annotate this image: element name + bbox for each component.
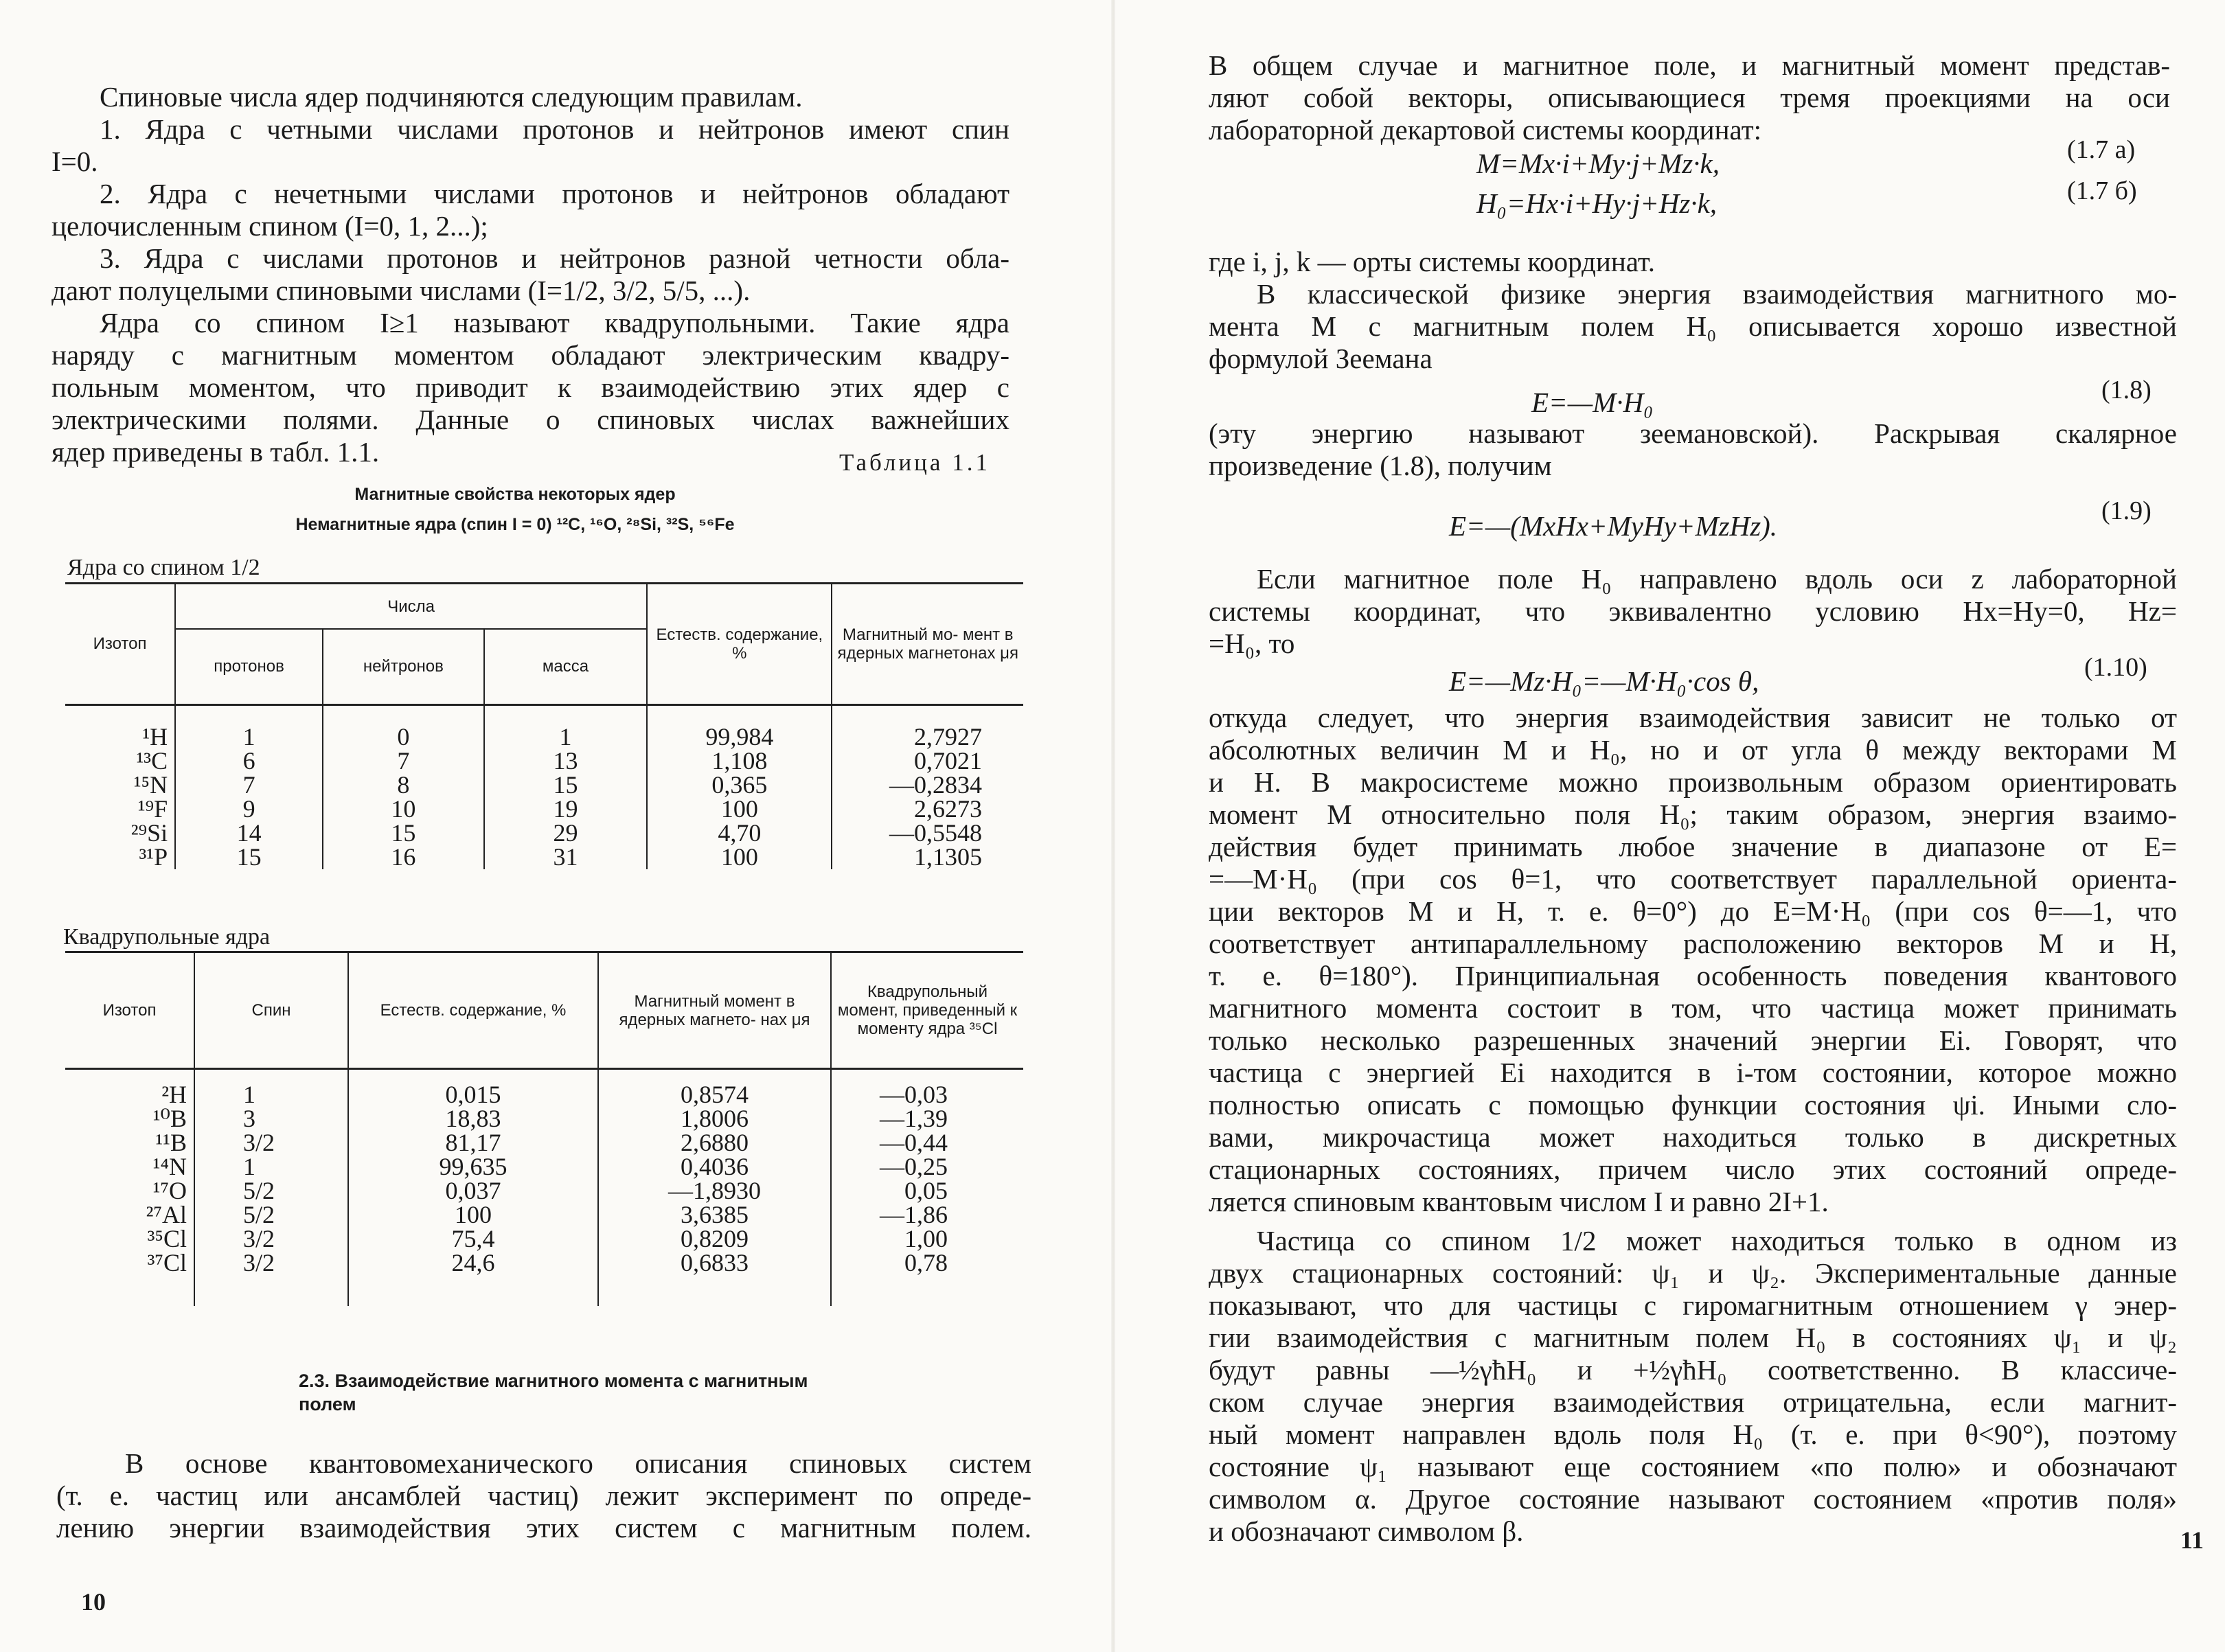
text-line: В основе квантовомеханического описания спиновых систем: [125, 1447, 1031, 1479]
text-line: В классической физике энергия взаимодействия магнитного мо-: [1257, 278, 2177, 310]
text-line: двух стационарных состояний: ψ₁ и ψ₂. Экспериментальные данные: [1209, 1257, 2177, 1289]
abundance-cell: 0,365: [647, 773, 832, 797]
abundance-cell: 4,70: [647, 821, 832, 845]
spin-cell: 1: [194, 1083, 348, 1107]
text-line: наряду с магнитным моментом обладают электрическим квадру-: [52, 339, 1009, 371]
isotope-cell: ³⁷Cl: [65, 1251, 194, 1275]
protons-cell: 14: [175, 821, 323, 845]
z-axis-paragraph: [1209, 563, 2177, 660]
isotope-cell: ³⁵Cl: [65, 1227, 194, 1251]
isotope-cell: ²⁷Al: [65, 1203, 194, 1227]
quadrupole-cell: —0,03: [880, 1080, 948, 1108]
text-line: будут равны —½γħH₀ и +½γħH₀ соответственно. В классиче-: [1209, 1354, 2177, 1386]
equation-1-10: E=—Mz·H₀=—M·H₀·cos θ,: [1449, 665, 1759, 697]
col-mass: масса: [484, 629, 648, 704]
isotope-cell: ¹⁴N: [65, 1155, 194, 1179]
abundance-cell: 75,4: [348, 1227, 598, 1251]
table-row: [65, 1227, 1023, 1251]
neutrons-cell: 7: [323, 749, 484, 773]
text-line: действия будет принимать любое значение в диапазоне от E=: [1209, 831, 2177, 862]
equation-number: (1.7 б): [2067, 176, 2137, 205]
neutrons-cell: 15: [323, 821, 484, 845]
table-row: [65, 1131, 1023, 1155]
spin-cell: 5/2: [194, 1203, 348, 1227]
table-label: Таблица 1.1: [839, 449, 990, 476]
text-line: ском случае энергия взаимодействия отрицательна, если магнит-: [1209, 1386, 2177, 1418]
col-spin: Спин: [194, 952, 348, 1069]
quadrupole-table: [65, 951, 1023, 1306]
quadrupole-cell: —1,39: [880, 1104, 948, 1132]
section-heading-line: полем: [299, 1394, 356, 1414]
text-line: дают полуцелыми спиновыми числами (I=1/2, 3/2, 5/5, ...).: [52, 275, 751, 306]
col-protons: протонов: [175, 629, 323, 704]
text-line: ляют собой векторы, описывающиеся тремя проекциями на оси: [1209, 82, 2170, 113]
neutrons-cell: 16: [323, 845, 484, 869]
quadrupole-cell: 0,78: [904, 1248, 948, 1276]
isotope-cell: ²⁹Si: [65, 821, 175, 845]
text-line: мента M с магнитным полем H₀ описывается хорошо известной: [1209, 310, 2177, 342]
quantum-paragraph: [1209, 702, 2177, 1218]
moment-cell: 0,6833: [598, 1251, 831, 1275]
table-row: [65, 1083, 1023, 1107]
spin-cell: 3/2: [194, 1251, 348, 1275]
right-page: [1126, 0, 2225, 1652]
text-line: вами, микрочастица может находиться только в дискретных: [1209, 1121, 2177, 1153]
col-neutrons: нейтронов: [323, 629, 484, 704]
spin-half-heading: Ядра со спином 1/2: [67, 555, 260, 580]
quadrupole-cell: —0,25: [880, 1152, 948, 1180]
intro-paragraph: [52, 81, 1009, 468]
text-line: символом α. Другое состояние называют состоянием «против поля»: [1209, 1483, 2177, 1515]
text-line: Если магнитное поле H₀ направлено вдоль оси z лабораторной: [1257, 563, 2177, 595]
equation-1-7a: M=Mx·i+My·j+Mz·k,: [1476, 148, 1720, 179]
quadrupole-cell: 1,00: [904, 1224, 948, 1252]
spin-cell: 5/2: [194, 1179, 348, 1203]
moment-cell: —1,8930: [598, 1179, 831, 1203]
vectors-paragraph: [1209, 49, 2170, 146]
table-row: [65, 821, 1023, 845]
table-subcaption: Немагнитные ядра (спин I = 0) ¹²C, ¹⁶O, ²⁸Si, ³²S, ⁵⁶Fe: [295, 515, 735, 534]
text-line: абсолютных величин M и H₀, но и от угла θ между векторами M: [1209, 734, 2177, 766]
text-line: ный момент направлен вдоль поля H₀ (т. е. при θ<90°), поэтому: [1209, 1419, 2177, 1450]
text-line: =H₀, то: [1209, 628, 1295, 659]
col-numbers: Числа: [175, 584, 647, 630]
moment-cell: 2,6880: [598, 1131, 831, 1155]
text-line: В общем случае и магнитное поле, и магнитный момент представ-: [1209, 49, 2170, 81]
table-row: [65, 1155, 1023, 1179]
spin-cell: 3/2: [194, 1227, 348, 1251]
text-line: откуда следует, что энергия взаимодействия зависит не только от: [1209, 702, 2177, 733]
quadrupole-cell: —0,44: [880, 1128, 948, 1156]
text-line: целочисленным спином (I=0, 1, 2...);: [52, 210, 488, 242]
text-line: ляется спиновым квантовым числом I и равно 2I+1.: [1209, 1186, 1829, 1217]
table-caption: Магнитные свойства некоторых ядер: [354, 485, 676, 504]
text-line: магнитного момента состоит в том, что частица может принимать: [1209, 992, 2177, 1024]
col-natural-abundance: Естеств. содержание, %: [647, 584, 832, 705]
abundance-cell: 1,108: [647, 749, 832, 773]
page-number: 11: [2180, 1526, 2204, 1554]
moment-cell: 0,7021: [914, 747, 982, 775]
table-row: [65, 1203, 1023, 1227]
text-line: полностью описать с помощью функции состояния ψi. Иными сло-: [1209, 1089, 2177, 1121]
text-line: т. е. θ=180°). Принципиальная особенность поведения квантового: [1209, 960, 2177, 991]
moment-cell: 3,6385: [598, 1203, 831, 1227]
mass-cell: 19: [484, 797, 648, 821]
scalar-paragraph: [1209, 417, 2177, 482]
text-line: частица с энергией Ei находится в i-том состоянии, которое можно: [1209, 1057, 2177, 1088]
mass-cell: 31: [484, 845, 648, 869]
text-line: стационарных состояниях, причем число этих состояний опреде-: [1209, 1154, 2177, 1185]
equation-number: (1.7 а): [2067, 135, 2136, 164]
text-line: (эту энергию называют зеемановской). Раскрывая скалярное: [1209, 417, 2177, 449]
col-magnetic-moment: Магнитный мо- мент в ядерных магнетонах μя: [837, 625, 1018, 663]
text-line: 1. Ядра с четными числами протонов и нейтронов имеют спин: [100, 113, 1009, 145]
section-heading: [299, 1369, 808, 1416]
abundance-cell: 99,984: [647, 725, 832, 749]
protons-cell: 6: [175, 749, 323, 773]
table-row: [65, 1179, 1023, 1203]
isotope-cell: ¹⁹F: [65, 797, 175, 821]
text-line: лабораторной декартовой системы координат:: [1209, 114, 1762, 146]
isotope-cell: ²H: [65, 1083, 194, 1107]
abundance-cell: 100: [647, 845, 832, 869]
table-row: [65, 1251, 1023, 1275]
text-line: электрическими полями. Данные о спиновых числах важнейших: [52, 404, 1009, 435]
moment-cell: 0,8574: [598, 1083, 831, 1107]
text-line: системы координат, что эквивалентно условию Hx=Hy=0, Hz=: [1209, 595, 2177, 627]
isotope-cell: ¹⁵N: [65, 773, 175, 797]
equation-number: (1.8): [2101, 376, 2152, 404]
protons-cell: 1: [175, 725, 323, 749]
quadrupole-cell: 0,05: [904, 1176, 948, 1204]
col-quadrupole-moment: Квадрупольный момент, приведенный к моменту ядра ³⁵Cl: [837, 983, 1018, 1038]
moment-cell: —0,5548: [889, 819, 982, 847]
spin-half-table: [65, 582, 1023, 869]
spin-cell: 3: [194, 1107, 348, 1131]
moment-cell: 1,8006: [598, 1107, 831, 1131]
isotope-cell: ¹¹B: [65, 1131, 194, 1155]
section-paragraph: [56, 1447, 1031, 1544]
col-isotope: Изотоп: [65, 952, 194, 1069]
abundance-cell: 100: [348, 1203, 598, 1227]
neutrons-cell: 10: [323, 797, 484, 821]
book-fold: [1111, 0, 1115, 1652]
equation-1-8: E=—M·H₀: [1531, 387, 1654, 418]
text-line: Ядра со спином I≥1 называют квадрупольными. Такие ядра: [100, 307, 1009, 339]
text-line: где i, j, k — орты системы координат.: [1209, 246, 1655, 277]
text-line: 3. Ядра с числами протонов и нейтронов разной четности обла-: [100, 242, 1009, 274]
text-line: I=0.: [52, 146, 98, 177]
text-line: ции векторов M и H, т. е. θ=0°) до E=M·H₀ (при cos θ=—1, что: [1209, 895, 2177, 927]
col-magnetic-moment: Магнитный момент в ядерных магнето- нах μя: [598, 952, 831, 1069]
page-number: 10: [81, 1588, 106, 1616]
abundance-cell: 81,17: [348, 1131, 598, 1155]
table-row: [65, 725, 1023, 749]
left-page: [0, 0, 1099, 1652]
table-row: [65, 749, 1023, 773]
moment-cell: 1,1305: [914, 843, 982, 871]
table-row: [65, 797, 1023, 821]
text-line: момент M относительно поля H₀; таким образом, энергия взаимо-: [1209, 799, 2177, 830]
text-line: состояние ψ₁ называют еще состоянием «по полю» и обозначают: [1209, 1451, 2177, 1482]
moment-cell: —0,2834: [889, 771, 982, 799]
text-line: и H. В макросистеме можно произвольным образом ориентировать: [1209, 766, 2177, 798]
section-heading-line: 2.3. Взаимодействие магнитного момента с магнитным: [299, 1370, 808, 1391]
equation-1-9: E=—(MxHx+MyHy+MzHz).: [1449, 510, 1778, 542]
quadrupole-heading: Квадрупольные ядра: [63, 924, 271, 950]
text-line: лению энергии взаимодействия этих систем с магнитным полем.: [56, 1512, 1031, 1544]
equation-1-7b: H₀=Hx·i+Hy·j+Hz·k,: [1476, 187, 1718, 219]
text-line: Спиновые числа ядер подчиняются следующим правилам.: [100, 81, 803, 113]
abundance-cell: 18,83: [348, 1107, 598, 1131]
isotope-cell: ¹⁰B: [65, 1107, 194, 1131]
spin-cell: 1: [194, 1155, 348, 1179]
moment-cell: 0,8209: [598, 1227, 831, 1251]
mass-cell: 1: [484, 725, 648, 749]
spin-half-paragraph: [1209, 1225, 2177, 1548]
text-line: 2. Ядра с нечетными числами протонов и нейтронов обладают: [100, 178, 1009, 209]
abundance-cell: 99,635: [348, 1155, 598, 1179]
text-line: соответствует антипараллельному расположению векторов M и H,: [1209, 928, 2177, 959]
equation-number: (1.9): [2101, 496, 2152, 525]
col-natural-abundance: Естеств. содержание, %: [348, 952, 598, 1069]
zeeman-paragraph: [1209, 246, 2177, 375]
text-line: (т. е. частиц или ансамблей частиц) лежит эксперимент по опреде-: [56, 1480, 1031, 1511]
moment-cell: 2,7927: [914, 723, 982, 750]
text-line: показывают, что для частицы с гиромагнитным отношением γ энер-: [1209, 1289, 2177, 1321]
protons-cell: 9: [175, 797, 323, 821]
text-line: польным моментом, что приводит к взаимодействию этих ядер с: [52, 371, 1009, 403]
isotope-cell: ¹⁷O: [65, 1179, 194, 1203]
mass-cell: 29: [484, 821, 648, 845]
isotope-cell: ¹³C: [65, 749, 175, 773]
abundance-cell: 0,015: [348, 1083, 598, 1107]
col-isotope: Изотоп: [65, 584, 175, 705]
text-line: произведение (1.8), получим: [1209, 450, 1552, 481]
abundance-cell: 24,6: [348, 1251, 598, 1275]
table-row: [65, 1107, 1023, 1131]
abundance-cell: 0,037: [348, 1179, 598, 1203]
text-line: и обозначают символом β.: [1209, 1515, 1524, 1547]
text-line: только несколько разрешенных значений энергии Ei. Говорят, что: [1209, 1024, 2177, 1056]
equation-number: (1.10): [2084, 653, 2147, 682]
mass-cell: 13: [484, 749, 648, 773]
table-row: [65, 845, 1023, 869]
isotope-cell: ¹H: [65, 725, 175, 749]
protons-cell: 7: [175, 773, 323, 797]
text-line: гии взаимодействия с магнитным полем H₀ в состояниях ψ₁ и ψ₂: [1209, 1322, 2177, 1353]
mass-cell: 15: [484, 773, 648, 797]
table-row: [65, 773, 1023, 797]
protons-cell: 15: [175, 845, 323, 869]
abundance-cell: 100: [647, 797, 832, 821]
neutrons-cell: 0: [323, 725, 484, 749]
text-line: =—M·H₀ (при cos θ=1, что соответствует параллельной ориента-: [1209, 863, 2177, 895]
neutrons-cell: 8: [323, 773, 484, 797]
spin-cell: 3/2: [194, 1131, 348, 1155]
isotope-cell: ³¹P: [65, 845, 175, 869]
text-line: Частица со спином 1/2 может находиться только в одном из: [1257, 1225, 2177, 1257]
moment-cell: 0,4036: [598, 1155, 831, 1179]
text-line: ядер приведены в табл. 1.1.: [52, 436, 380, 468]
quadrupole-cell: —1,86: [880, 1200, 948, 1228]
moment-cell: 2,6273: [914, 795, 982, 823]
text-line: формулой Зеемана: [1209, 343, 1433, 374]
